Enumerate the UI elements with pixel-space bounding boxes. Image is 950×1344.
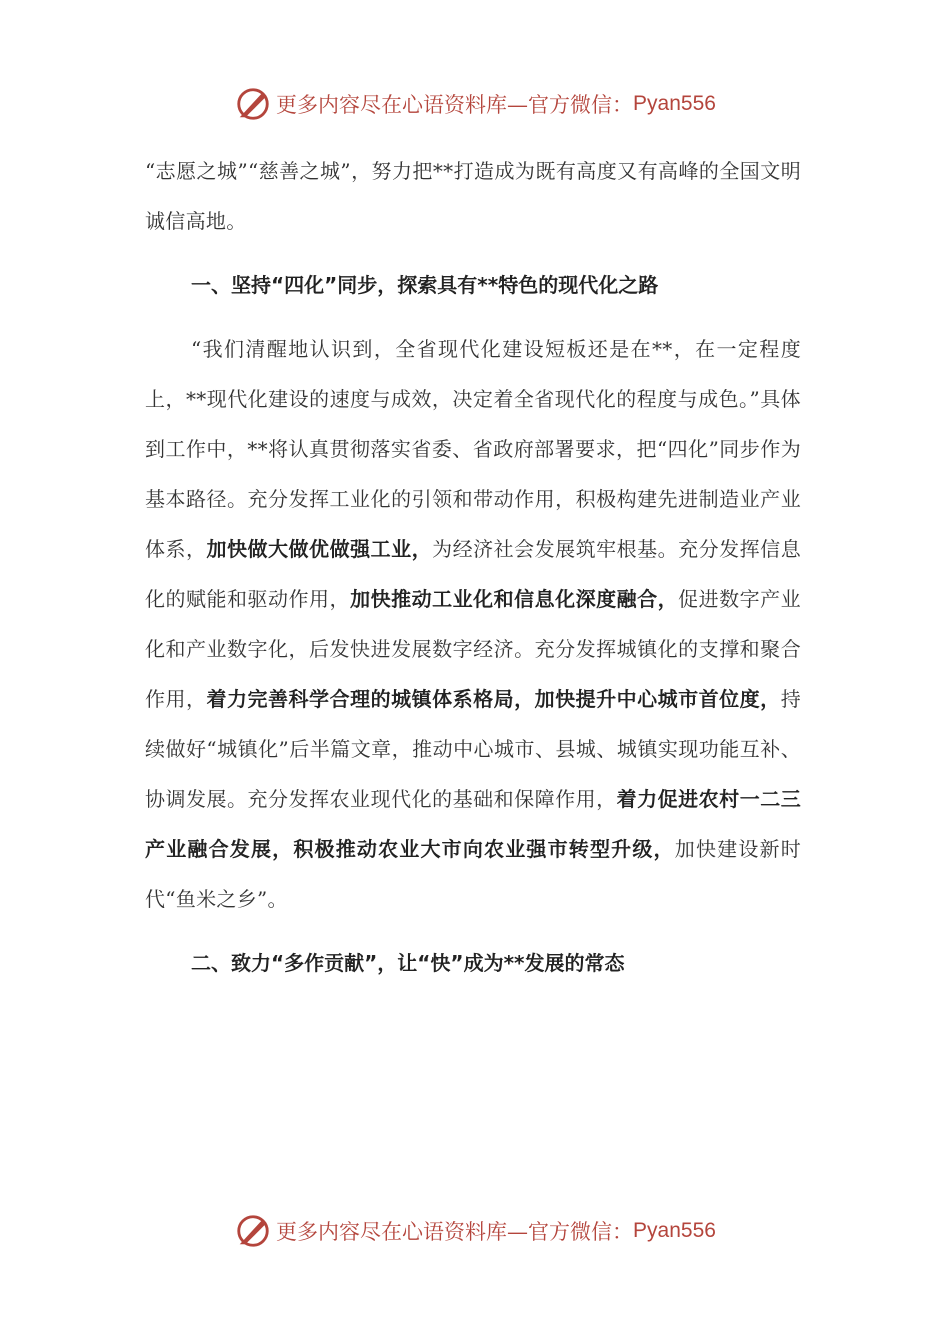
header-banner (0, 84, 950, 124)
text-run: 加快建设新时代“鱼米之乡”。 (145, 837, 801, 911)
banner-wechat-id: Pyan556 (633, 92, 716, 115)
paragraph-continuation: “志愿之城”“慈善之城”，努力把**打造成为既有高度又有高峰的全国文明诚信高地。 (145, 159, 801, 233)
text-run: 促进数字产业化和产业数字化，后发快进发展数字经济。充分发挥城镇化的支撑和聚合作用， (145, 587, 801, 711)
text-run: 持续做好“城镇化”后半篇文章，推动中心城市、县城、城镇实现功能互补、协调发展。充分发挥农业现代化的基础和保障作用， (145, 687, 802, 811)
bold-run: 加快做大做优做强工业， (206, 537, 433, 561)
pen-nib-icon (234, 1212, 272, 1250)
bold-run: 着力完善科学合理的城镇体系格局，加快提升中心城市首位度， (206, 687, 781, 711)
text-run: 为经济社会发展筑牢根基。充分发挥信息化的赋能和驱动作用， (145, 537, 801, 611)
bold-run: 加快推动工业化和信息化深度融合， (350, 587, 679, 611)
document-body (145, 146, 801, 988)
banner-wechat-id: Pyan556 (633, 1219, 716, 1242)
section-heading-1: 一、坚持“四化”同步，探索具有**特色的现代化之路 (191, 273, 659, 297)
banner-slogan: 更多内容尽在心语资料库—官方微信： (276, 93, 634, 117)
footer-banner (0, 1211, 950, 1251)
pen-nib-icon (234, 85, 272, 123)
paragraph-four-modernizations (145, 324, 801, 924)
banner-slogan: 更多内容尽在心语资料库—官方微信： (276, 1220, 634, 1244)
section-heading-2: 二、致力“多作贡献”，让“快”成为**发展的常态 (191, 951, 625, 975)
text-run: “我们清醒地认识到，全省现代化建设短板还是在**，在一定程度上，**现代化建设的速度与成效，决定着全省现代化的程度与成色。”具体到工作中，**将认真贯彻落实省委、省政府部署要求，把“四化”同步作为基本路径。充分发挥工业化的引领和带动作用，积极构建先进制造业产业体系， (145, 337, 801, 561)
bold-run: 着力促进农村一二三产业融合发展，积极推动农业大市向农业强市转型升级， (145, 787, 802, 861)
